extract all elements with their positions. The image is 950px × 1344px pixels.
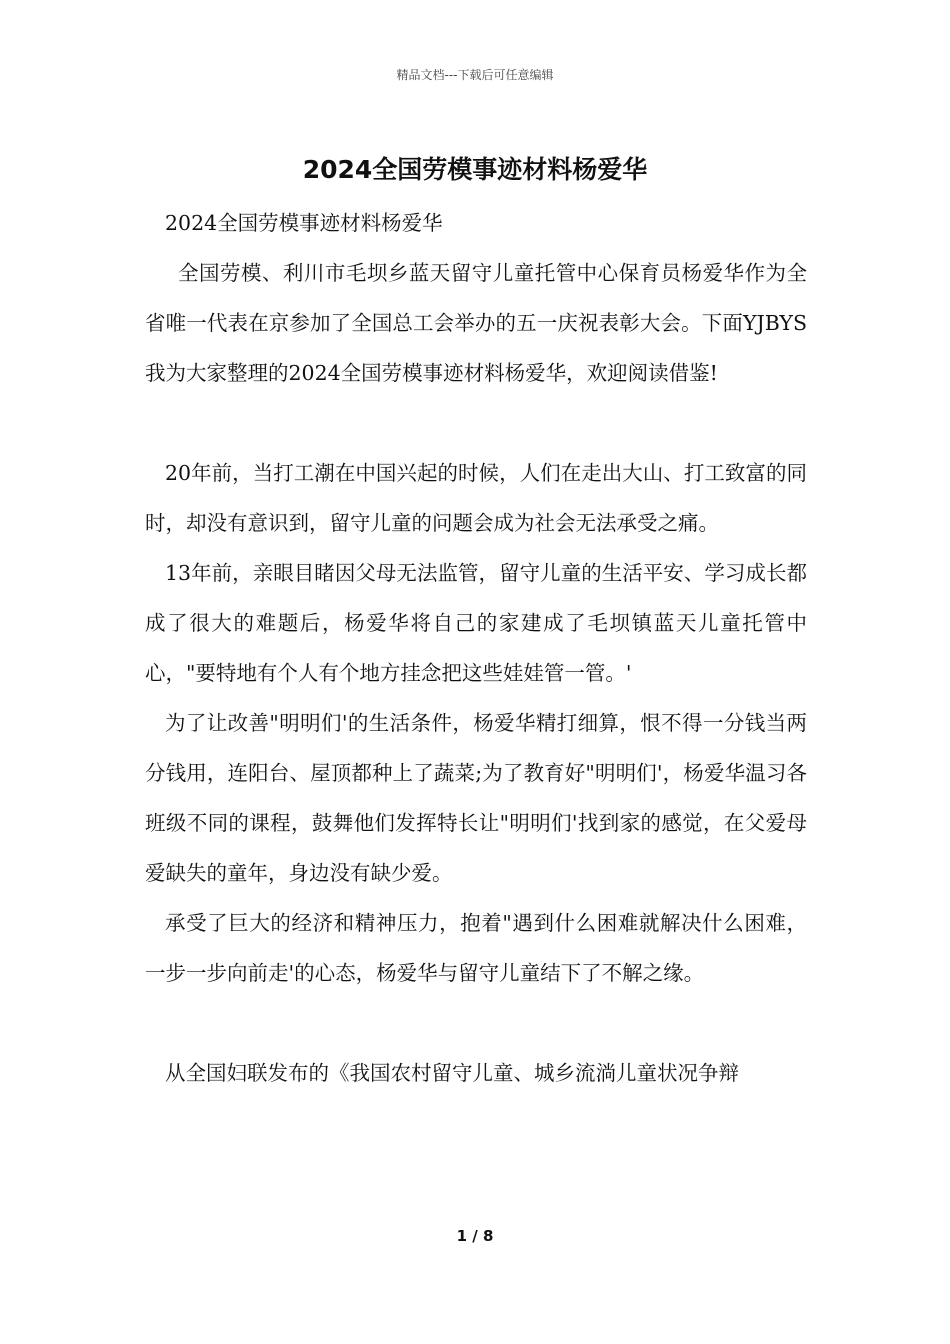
header-note: 精品文档---下载后可任意编辑 — [396, 68, 554, 82]
document-body — [145, 198, 807, 1098]
paragraph-intro: 全国劳模、利川市毛坝乡蓝天留守儿童托管中心保育员杨爱华作为全省唯一代表在京参加了全国总工会举办的五一庆祝表彰大会。下面YJBYS我为大家整理的2024全国劳模事迹材料杨爱华，欢迎阅读借鉴! — [145, 261, 807, 385]
document-title: 2024全国劳模事迹材料杨爱华 — [302, 155, 648, 184]
paragraph-living-conditions: 为了让改善"明明们'的生活条件，杨爱华精打细算，恨不得一分钱当两分钱用，连阳台、屋顶都种上了蔬菜;为了教育好"明明们'，杨爱华温习各班级不同的课程，鼓舞他们发挥特长让"明明们'找到家的感觉，在父爱母爱缺失的童年，身边没有缺少爱。 — [145, 711, 807, 885]
paragraph-gap — [145, 398, 807, 448]
paragraph-report: 从全国妇联发布的《我国农村留守儿童、城乡流淌儿童状况争辩 — [165, 1061, 739, 1085]
paragraph-13-years: 13年前，亲眼目睹因父母无法监管，留守儿童的生活平安、学习成长都成了很大的难题后，杨爱华将自己的家建成了毛坝镇蓝天儿童托管中心，"要特地有个人有个地方挂念把这些娃娃管一管。' — [145, 561, 807, 685]
paragraph-subtitle: 2024全国劳模事迹材料杨爱华 — [165, 211, 443, 235]
paragraph-20-years: 20年前，当打工潮在中国兴起的时候，人们在走出大山、打工致富的同时，却没有意识到，留守儿童的问题会成为社会无法承受之痛。 — [145, 461, 807, 535]
paragraph-gap — [145, 998, 807, 1048]
page-number: 1 / 8 — [456, 1227, 494, 1245]
paragraph-pressure: 承受了巨大的经济和精神压力，抱着"遇到什么困难就解决什么困难，一步一步向前走'的心态，杨爱华与留守儿童结下了不解之缘。 — [145, 911, 807, 985]
